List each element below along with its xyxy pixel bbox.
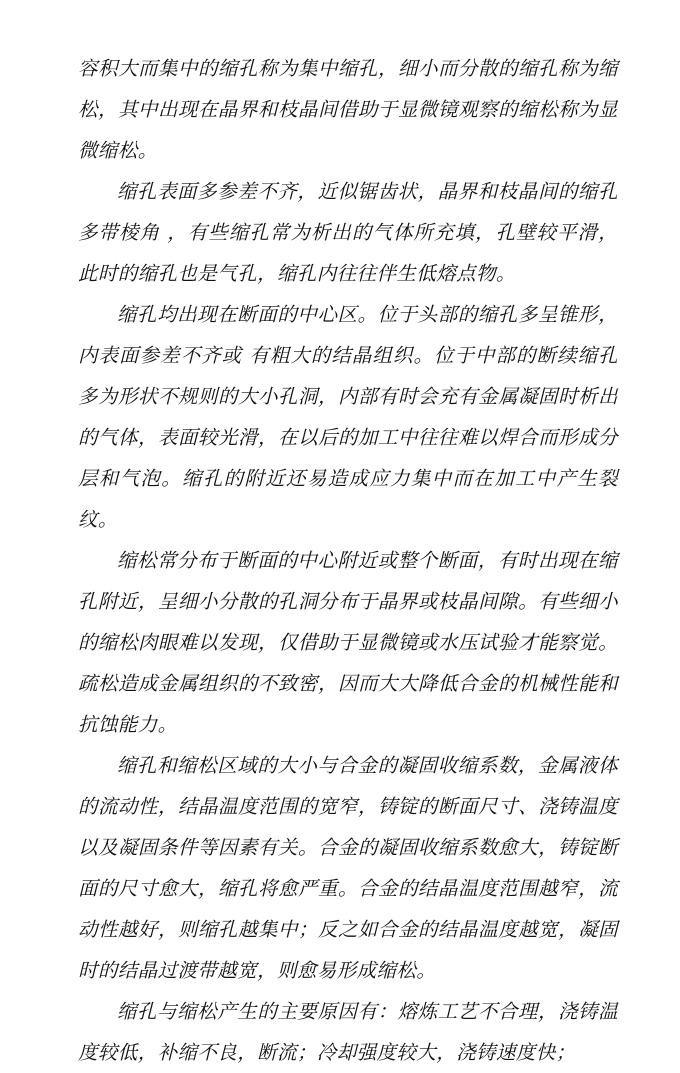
paragraph: 缩松常分布于断面的中心附近或整个断面，有时出现在缩孔附近，呈细小分散的孔洞分布于晶界或枝晶间隙。有些细小的缩松肉眼难以发现，仅借助于显微镜或水压试验才能察觉。疏松造成金属组织的不致密，因而大大降低合金的机械性能和抗蚀能力。 — [78, 549, 618, 736]
paragraph: 容积大而集中的缩孔称为集中缩孔，细小而分散的缩孔称为缩松，其中出现在晶界和枝晶间借助于显微镜观察的缩松称为显微缩松。 — [78, 57, 618, 162]
paragraph: 缩孔与缩松产生的主要原因有：熔炼工艺不合理，浇铸温度较低，补缩不良，断流；冷却强度较大，浇铸速度快； — [78, 1000, 618, 1064]
document-body — [78, 48, 618, 1073]
paragraph: 缩孔表面多参差不齐，近似锯齿状，晶界和枝晶间的缩孔多带棱角 ，有些缩孔常为析出的气体所充填，孔壁较平滑，此时的缩孔也是气孔，缩孔内往往伴生低熔点物。 — [78, 180, 618, 285]
paragraph: 缩孔和缩松区域的大小与合金的凝固收缩系数，金属液体的流动性，结晶温度范围的宽窄，铸锭的断面尺寸、浇铸温度以及凝固条件等因素有关。合金的凝固收缩系数愈大，铸锭断面的尺寸愈大，缩孔将愈严重。合金的结晶温度范围越窄，流动性越好，则缩孔越集中；反之如合金的结晶温度越宽，凝固时的结晶过渡带越宽，则愈易形成缩松。 — [78, 754, 618, 982]
paragraph: 缩孔均出现在断面的中心区。位于头部的缩孔多呈锥形，内表面参差不齐或 有粗大的结晶组织。位于中部的断续缩孔多为形状不规则的大小孔洞，内部有时会充有金属凝固时析出的气体，表面较光滑，在以后的加工中往往难以焊合而形成分层和气泡。缩孔的附近还易造成应力集中而在加工中产生裂纹。 — [78, 303, 618, 531]
